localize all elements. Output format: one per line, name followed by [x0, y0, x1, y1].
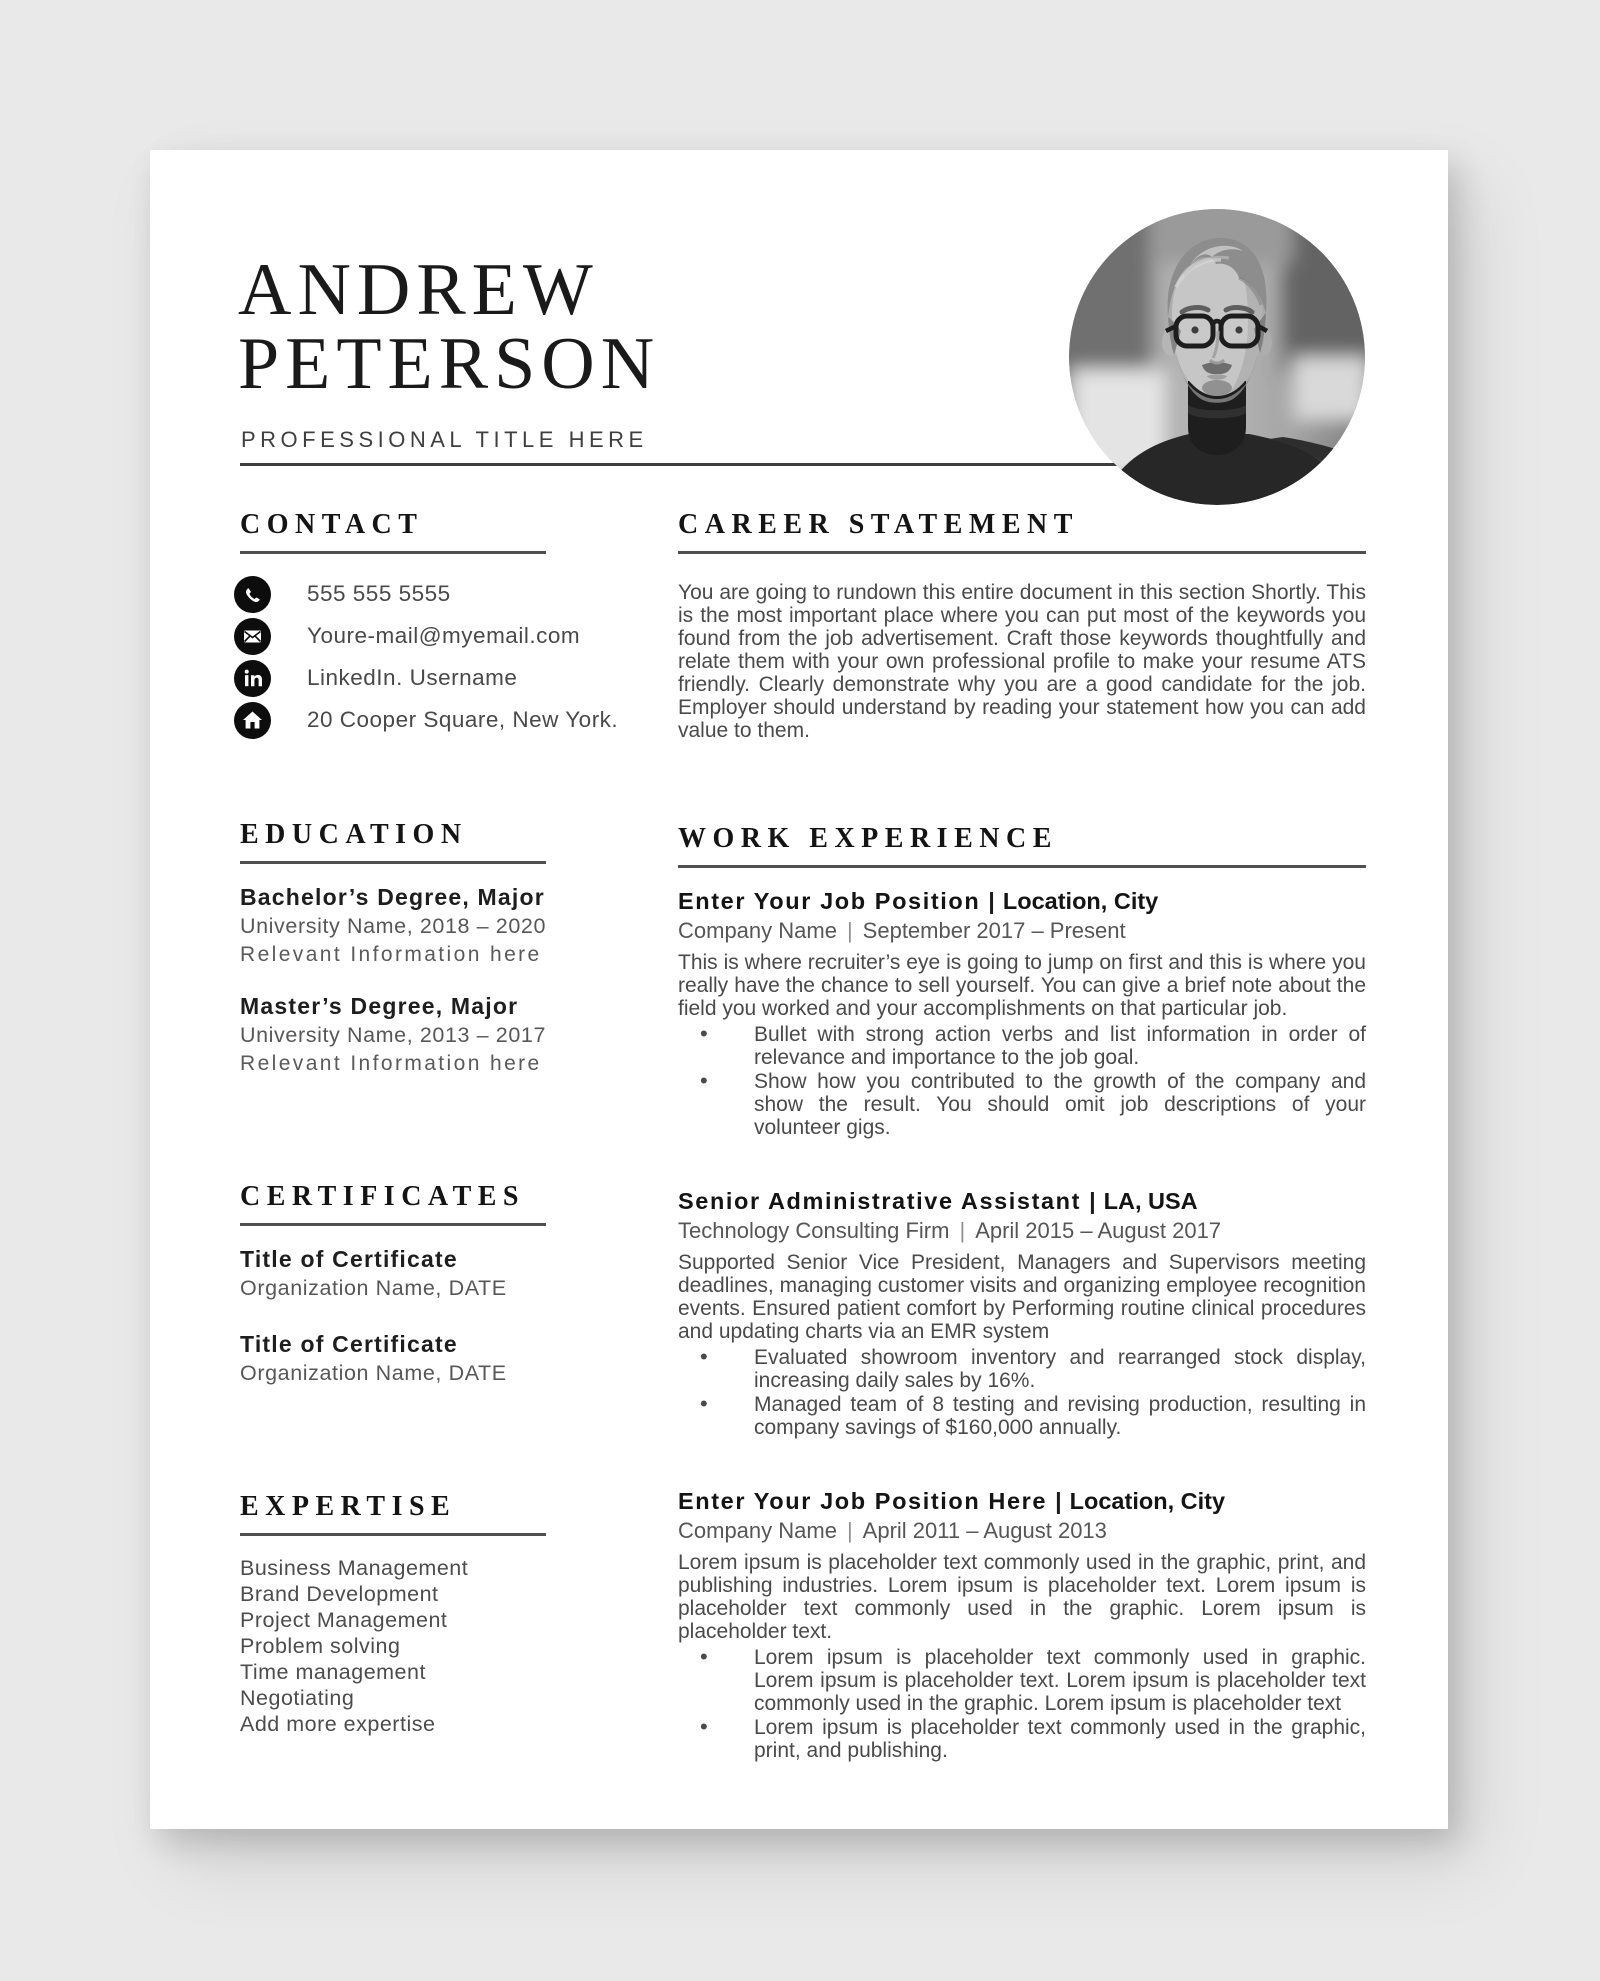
- section-divider: [240, 551, 546, 554]
- certificate-title: Title of Certificate: [240, 1331, 458, 1357]
- degree-title: Master’s Degree, Major: [240, 993, 519, 1019]
- job-bullet-list: [678, 1646, 1366, 1762]
- job-title-line: [678, 1487, 1366, 1515]
- separator: |: [1055, 1488, 1062, 1514]
- job-entry: [678, 1487, 1366, 1762]
- expertise-item: Add more expertise: [240, 1712, 436, 1736]
- job-title-line: [678, 887, 1366, 915]
- career-statement-section: [678, 508, 1366, 742]
- job-bullet: • Managed team of 8 testing and revising production, resulting in company savings of $160,000 annually.: [678, 1393, 1366, 1439]
- expertise-heading: EXPERTISE: [240, 1491, 457, 1522]
- contact-item-email: [240, 617, 581, 655]
- job-dates: April 2015 – August 2017: [975, 1218, 1222, 1243]
- expertise-item: Business Management: [240, 1556, 469, 1580]
- job-position: Senior Administrative Assistant: [678, 1188, 1082, 1214]
- section-divider: [678, 551, 1366, 554]
- education-entry: [240, 883, 570, 966]
- profile-photo: [1069, 209, 1365, 505]
- expertise-item: Negotiating: [240, 1686, 355, 1710]
- expertise-item: Brand Development: [240, 1582, 439, 1606]
- professional-title: PROFESSIONAL TITLE HERE: [241, 427, 648, 452]
- career-statement-body: You are going to rundown this entire document in this section Shortly. This is the most important place where you can put most of the keywords you found from the job advertisement. Craft those keywords thoughtfully and relate them with your own professional profile to make your resume ATS friendly. Clearly demonstrate why you are a good candidate for the job. Employer should understand by reading your statement how you can add value to them.: [678, 581, 1366, 742]
- contact-address-text: 20 Cooper Square, New York.: [307, 707, 619, 732]
- job-dates: April 2011 – August 2013: [862, 1518, 1107, 1543]
- education-section: [240, 818, 570, 1075]
- job-title-line: [678, 1187, 1366, 1215]
- education-heading: EDUCATION: [240, 819, 468, 850]
- certificate-entry: [240, 1245, 570, 1300]
- school-line: University Name, 2013 – 2017: [240, 1023, 547, 1047]
- job-bullet: • Show how you contributed to the growth of the company and show the result. You should omit job descriptions of your volunteer gigs.: [678, 1070, 1366, 1139]
- contact-heading: CONTACT: [240, 509, 424, 540]
- contact-item-linkedin: [240, 659, 570, 697]
- email-icon: [234, 618, 271, 655]
- degree-title: Bachelor’s Degree, Major: [240, 884, 545, 910]
- contact-list: [240, 575, 619, 739]
- expertise-section: [240, 1490, 570, 1737]
- expertise-item: Problem solving: [240, 1634, 401, 1658]
- job-list: [678, 887, 1366, 1762]
- certificates-heading: CERTIFICATES: [240, 1181, 525, 1212]
- job-company-line: [678, 918, 1366, 944]
- job-bullet: • Lorem ipsum is placeholder text commonly used in the graphic, print, and publishing.: [678, 1716, 1366, 1762]
- job-company-line: [678, 1218, 1366, 1244]
- contact-phone-text: 555 555 5555: [307, 581, 451, 606]
- expertise-list: [240, 1555, 570, 1737]
- last-name: PETERSON: [238, 323, 661, 405]
- linkedin-icon: [234, 660, 271, 697]
- work-experience-heading: WORK EXPERIENCE: [678, 823, 1058, 854]
- school-line: University Name, 2018 – 2020: [240, 914, 547, 938]
- company-name: Technology Consulting Firm: [678, 1218, 950, 1243]
- expertise-item: Project Management: [240, 1608, 448, 1632]
- portrait-illustration: [1069, 209, 1365, 505]
- contact-item-address: [240, 701, 619, 739]
- job-dates: September 2017 – Present: [862, 918, 1126, 943]
- job-summary: This is where recruiter’s eye is going to jump on first and this is where you really have the chance to sell yourself. You can give a brief note about the field you worked and your accomplishments on that particular job.: [678, 951, 1366, 1020]
- certificate-entry: [240, 1330, 570, 1385]
- job-entry: [678, 1187, 1366, 1439]
- certificate-title: Title of Certificate: [240, 1246, 458, 1272]
- separator: |: [988, 888, 995, 914]
- education-entry: [240, 992, 570, 1075]
- person-name: [238, 249, 661, 405]
- separator: |: [959, 1218, 966, 1243]
- relevant-info: Relevant Information here: [240, 1052, 542, 1075]
- work-experience-section: [678, 822, 1366, 1762]
- phone-icon: [234, 576, 271, 613]
- contact-linkedin-text: LinkedIn. Username: [307, 665, 518, 690]
- job-bullet: • Bullet with strong action verbs and list information in order of relevance and importance to the job goal.: [678, 1023, 1366, 1069]
- contact-email-text: Youre-mail@myemail.com: [307, 623, 581, 648]
- section-divider: [678, 865, 1366, 868]
- job-bullet-list: [678, 1023, 1366, 1139]
- contact-section: [240, 508, 619, 743]
- job-bullet: • Evaluated showroom inventory and rearranged stock display, increasing daily sales by 16%.: [678, 1346, 1366, 1392]
- career-statement-heading: CAREER STATEMENT: [678, 509, 1079, 540]
- expertise-item: Time management: [240, 1660, 426, 1684]
- section-divider: [240, 1223, 546, 1226]
- first-name: ANDREW: [238, 249, 599, 331]
- certificate-org: Organization Name, DATE: [240, 1276, 507, 1300]
- relevant-info: Relevant Information here: [240, 943, 542, 966]
- separator: |: [1089, 1188, 1096, 1214]
- job-company-line: [678, 1518, 1366, 1544]
- company-name: Company Name: [678, 918, 837, 943]
- certificates-section: [240, 1180, 570, 1385]
- certificate-org: Organization Name, DATE: [240, 1361, 507, 1385]
- resume-page: [150, 150, 1448, 1829]
- separator: |: [846, 1518, 853, 1543]
- home-icon: [234, 702, 271, 739]
- job-summary: Lorem ipsum is placeholder text commonly used in the graphic, print, and publishing industries. Lorem ipsum is placeholder text. Lorem ipsum is placeholder text commonly used in the graphic. Lorem ipsum is placeholder text.: [678, 1551, 1366, 1643]
- job-bullet-list: [678, 1346, 1366, 1439]
- contact-item-phone: [240, 575, 570, 613]
- separator: |: [846, 918, 853, 943]
- section-divider: [240, 861, 546, 864]
- job-location: Location, City: [1069, 1488, 1226, 1514]
- job-location: Location, City: [1002, 888, 1159, 914]
- job-summary: Supported Senior Vice President, Managers and Supervisors meeting deadlines, managing customer visits and organizing employee recognition events. Ensured patient comfort by Performing routine clinical procedures and updating charts via an EMR system: [678, 1251, 1366, 1343]
- job-entry: [678, 887, 1366, 1139]
- company-name: Company Name: [678, 1518, 837, 1543]
- header-divider: [240, 463, 1126, 466]
- job-position: Enter Your Job Position Here: [678, 1488, 1048, 1514]
- job-bullet: • Lorem ipsum is placeholder text commonly used in graphic. Lorem ipsum is placeholder text. Lorem ipsum is placeholder text commonly used in the graphic. Lorem ipsum is placeholder text: [678, 1646, 1366, 1715]
- job-location: LA, USA: [1103, 1188, 1198, 1214]
- job-position: Enter Your Job Position: [678, 888, 981, 914]
- section-divider: [240, 1533, 546, 1536]
